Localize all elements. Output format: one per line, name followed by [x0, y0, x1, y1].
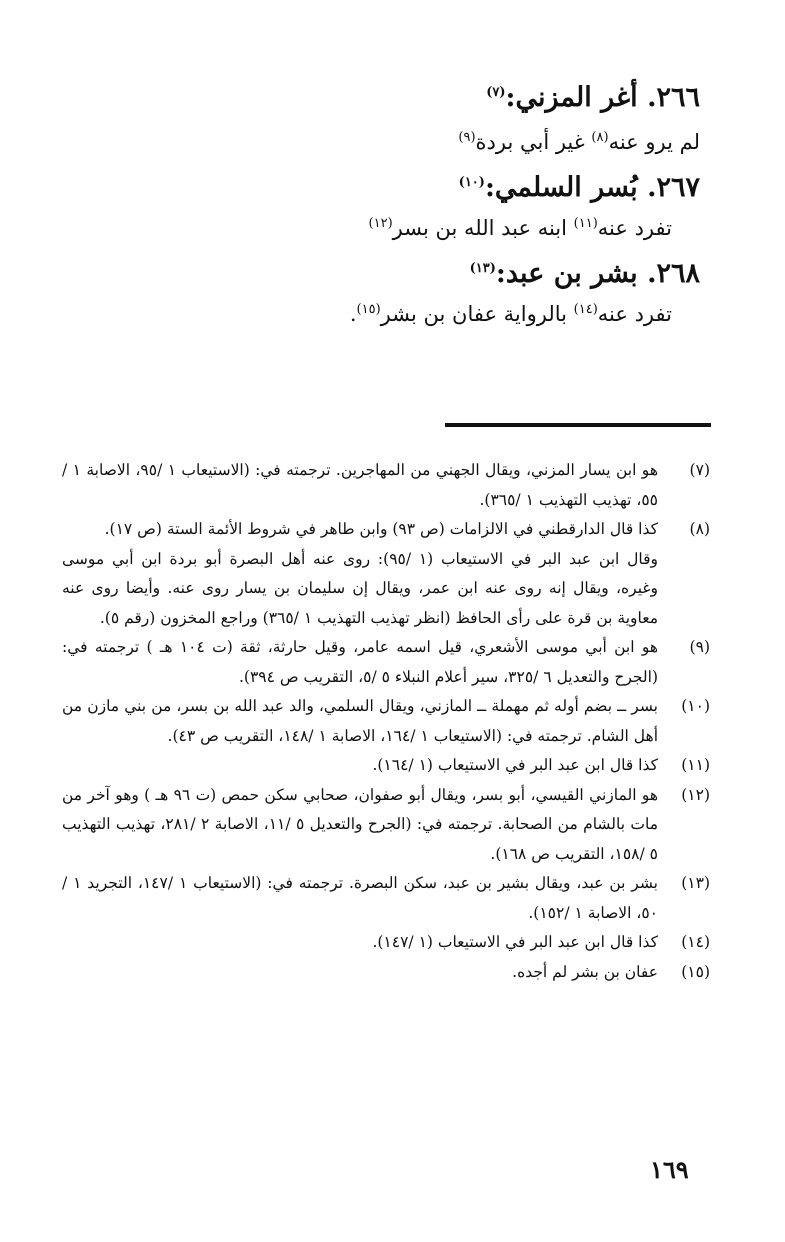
footnote-item	[62, 515, 710, 545]
footnote-number: (١٤)	[681, 933, 710, 951]
entry-text: بالرواية عفان بن بشر	[380, 302, 574, 326]
footnote-number: (١٣)	[681, 874, 710, 892]
page-number: ١٦٩	[650, 1155, 689, 1184]
entry-title-text: ٢٦٦. أغر المزني:	[505, 82, 700, 113]
footnote-item	[62, 869, 710, 928]
entry-title-text: ٢٦٨. بشر بن عبد:	[495, 258, 700, 289]
entry-267-title	[80, 168, 700, 208]
entry-268-body	[80, 294, 700, 334]
footnote-text: كذا قال ابن عبد البر في الاستيعاب (١ /١٦٤).	[372, 756, 658, 774]
footnote-ref[interactable]: (١٣)	[469, 261, 496, 276]
footnote-text: هو ابن أبي موسى الأشعري، قيل اسمه عامر، وقيل حارثة، ثقة (ت ١٠٤ هـ ) ترجمته في: (الجرح والتعديل ٦ /٣٢٥، سير أعلام النبلاء ٥ /٥، التقريب ص ٣٩٤).	[62, 638, 658, 686]
footnote-item	[62, 751, 710, 781]
footnote-text: بسر ــ بضم أوله ثم مهملة ــ المازني، ويقال السلمي، والد عبد الله بن بسر، من بني مازن من أهل الشام. ترجمته في: (الاستيعاب ١ /١٦٤، الاصابة ١ /١٤٨، التقريب ص ٤٣).	[62, 697, 658, 745]
footnote-ref[interactable]: (١٤)	[573, 302, 598, 317]
footnote-ref[interactable]: (١١)	[573, 216, 598, 231]
footnote-continuation	[62, 545, 710, 634]
footnote-ref[interactable]: (١٠)	[458, 175, 485, 190]
footnote-ref[interactable]: (١٥)	[356, 302, 381, 317]
entry-266-title	[80, 78, 700, 118]
footnote-item	[62, 781, 710, 870]
footnote-ref[interactable]: (٩)	[458, 130, 476, 145]
footnote-text: كذا قال ابن عبد البر في الاستيعاب (١ /١٤٧).	[372, 933, 658, 951]
footnote-text: وقال ابن عبد البر في الاستيعاب (١ /٩٥): روى عنه أهل البصرة أبو بردة ابن أبي موسى وغيره، ويقال إنه روى عنه ابن عمر، ويقال إن سليمان بن يسار روى عنه. وأيضا روى عنه معاوية بن قرة على رأى الحافظ (انظر تهذيب التهذيب ١ /٣٦٥) وراجع المخزون (رقم ٥).	[62, 549, 658, 627]
footnote-item	[62, 456, 710, 515]
footnote-number: (٩)	[689, 638, 710, 656]
entry-text: تفرد عنه	[597, 302, 672, 326]
footnote-item	[62, 633, 710, 692]
biography-entries	[80, 78, 700, 340]
footnote-text: هو المازني القيسي، أبو بسر، ويقال أبو صفوان، صحابي سكن حمص (ت ٩٦ هـ ) وهو آخر من مات بالشام من الصحابة. ترجمته في: (الجرح والتعديل ٥ /١١، الاصابة ٢ /٢٨١، تهذيب التهذيب ٥ /١٥٨، التقريب ص ١٦٨).	[62, 785, 659, 863]
footnote-number: (١٠)	[681, 697, 710, 715]
footnotes	[62, 456, 710, 987]
footnote-separator	[445, 423, 711, 427]
footnote-text: كذا قال الدارقطني في الالزامات (ص ٩٣) وابن طاهر في شروط الأئمة الستة (ص ١٧).	[104, 520, 658, 538]
entry-text: تفرد عنه	[597, 216, 672, 240]
entry-text: لم يرو عنه	[608, 130, 700, 154]
footnote-text: بشر بن عبد، ويقال بشير بن عبد، سكن البصرة. ترجمته في: (الاستيعاب ١ /١٤٧، التجريد ١ /٥٠، الاصابة ١ /١٥٢).	[62, 874, 658, 922]
entry-268-title	[80, 254, 700, 294]
footnote-number: (١٢)	[681, 785, 710, 804]
entry-267-body	[80, 208, 700, 248]
footnote-ref[interactable]: (٧)	[486, 85, 506, 100]
footnote-text: هو ابن يسار المزني، ويقال الجهني من المهاجرين. ترجمته في: (الاستيعاب ١ /٩٥، الاصابة ١ /٥٥، تهذيب التهذيب ١ /٣٦٥).	[62, 461, 658, 509]
footnote-number: (١١)	[681, 756, 710, 774]
footnote-number: (١٥)	[681, 962, 710, 981]
footnote-ref[interactable]: (١٢)	[368, 216, 393, 231]
footnote-number	[658, 545, 710, 634]
footnote-number: (٧)	[689, 461, 710, 479]
entry-text: ابنه عبد الله بن بسر	[392, 216, 574, 240]
footnote-item	[62, 692, 710, 751]
footnote-text: عفان بن بشر لم أجده.	[512, 962, 658, 981]
footnote-item	[62, 958, 710, 988]
footnote-ref[interactable]: (٨)	[591, 130, 609, 145]
footnote-number: (٨)	[689, 520, 710, 538]
entry-266-body	[80, 122, 700, 162]
entry-text: غير أبي بردة	[475, 130, 592, 154]
entry-title-text: ٢٦٧. بُسر السلمي:	[484, 172, 700, 203]
entry-text: .	[349, 302, 357, 326]
footnote-item	[62, 928, 710, 958]
